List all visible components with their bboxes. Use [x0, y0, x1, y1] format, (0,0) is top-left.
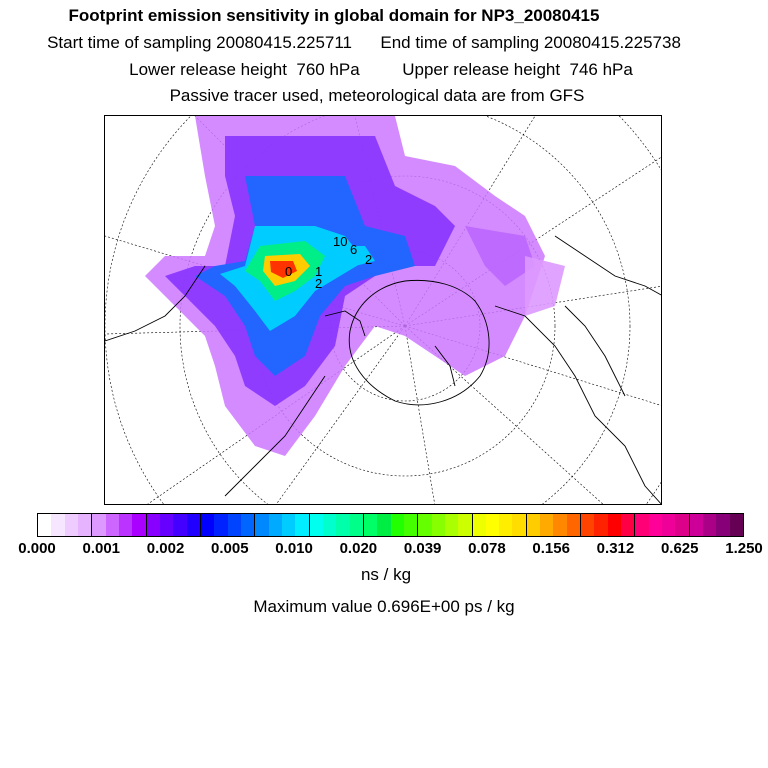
colorbar-cell	[445, 514, 458, 536]
colorbar-tick-label: 0.001	[82, 540, 121, 557]
colorbar-cell	[499, 514, 512, 536]
colorbar-cell	[486, 514, 499, 536]
colorbar-cell	[418, 514, 431, 536]
colorbar-cell	[458, 514, 472, 536]
colorbar-cell	[282, 514, 295, 536]
colorbar	[37, 513, 744, 537]
colorbar-cell	[690, 514, 703, 536]
tracer-note: Passive tracer used, meteorological data are from GFS	[169, 86, 585, 105]
traj-label-0: 0	[285, 264, 293, 279]
maximum-value: Maximum value 0.696E+00 ps / kg	[253, 597, 515, 616]
colorbar-tick-label: 0.625	[660, 540, 699, 557]
colorbar-cell	[527, 514, 540, 536]
sensitivity-plume	[145, 116, 565, 456]
colorbar-cell	[621, 514, 635, 536]
colorbar-cell	[92, 514, 105, 536]
colorbar-tick-label: 0.078	[468, 540, 506, 557]
colorbar-cell	[377, 514, 390, 536]
colorbar-cell	[295, 514, 309, 536]
colorbar-cell	[662, 514, 675, 536]
colorbar-tick-label: 0.020	[339, 540, 378, 557]
colorbar-cell	[608, 514, 621, 536]
footprint-map	[104, 115, 662, 505]
colorbar-cell	[241, 514, 255, 536]
colorbar-cell	[703, 514, 716, 536]
map-svg	[105, 116, 662, 505]
units-label: ns / kg	[360, 565, 412, 584]
colorbar-cell	[649, 514, 662, 536]
start-time: Start time of sampling 20080415.225711	[47, 33, 353, 52]
colorbar-cell	[581, 514, 594, 536]
colorbar-cell	[336, 514, 349, 536]
colorbar-tick-label: 0.005	[211, 540, 249, 557]
colorbar-cell	[594, 514, 607, 536]
colorbar-cell	[119, 514, 132, 536]
upper-release-height: Upper release height 746 hPa	[402, 60, 633, 79]
sampling-times	[0, 33, 748, 53]
colorbar-cell	[269, 514, 282, 536]
colorbar-cell	[553, 514, 566, 536]
colorbar-cell	[201, 514, 214, 536]
colorbar-cell	[132, 514, 146, 536]
colorbar-cell	[228, 514, 241, 536]
colorbar-tick-label: 0.010	[275, 540, 313, 557]
colorbar-cell	[173, 514, 186, 536]
traj-label-1: 1	[315, 264, 323, 279]
colorbar-cell	[716, 514, 729, 536]
colorbar-cell	[65, 514, 78, 536]
colorbar-cell	[106, 514, 119, 536]
colorbar-tick-label: 0.039	[403, 540, 442, 557]
colorbar-tick-label: 0.002	[146, 540, 185, 557]
colorbar-cell	[473, 514, 486, 536]
colorbar-tick-label: 1.250	[725, 540, 763, 557]
traj-label-6: 6	[350, 242, 358, 257]
colorbar-cell	[38, 514, 51, 536]
colorbar-cell	[187, 514, 201, 536]
colorbar-cell	[147, 514, 160, 536]
colorbar-cell	[51, 514, 64, 536]
traj-label-10: 10	[333, 234, 348, 249]
colorbar-cell	[512, 514, 526, 536]
colorbar-cell	[78, 514, 92, 536]
colorbar-cell	[255, 514, 268, 536]
colorbar-cell	[160, 514, 173, 536]
colorbar-cell	[364, 514, 377, 536]
lower-release-height: Lower release height 760 hPa	[129, 60, 360, 79]
traj-label-2b: 2	[315, 276, 323, 291]
colorbar-tick-labels	[0, 540, 768, 560]
release-heights	[0, 60, 765, 80]
colorbar-cell	[350, 514, 364, 536]
end-time: End time of sampling 20080415.225738	[380, 33, 681, 52]
colorbar-tick-label: 0.156	[532, 540, 570, 557]
colorbar-tick-label: 0.000	[18, 540, 56, 557]
colorbar-cell	[214, 514, 227, 536]
colorbar-cell	[323, 514, 336, 536]
colorbar-cell	[730, 514, 743, 536]
traj-label-2a: 2	[365, 252, 373, 267]
colorbar-tick-label: 0.312	[596, 540, 635, 557]
colorbar-cell	[404, 514, 418, 536]
plot-title: Footprint emission sensitivity in global domain for NP3_20080415	[68, 6, 600, 25]
colorbar-cell	[567, 514, 581, 536]
colorbar-cell	[635, 514, 648, 536]
colorbar-cell	[310, 514, 323, 536]
colorbar-cell	[540, 514, 553, 536]
colorbar-cell	[675, 514, 689, 536]
colorbar-cell	[432, 514, 445, 536]
colorbar-cell	[391, 514, 404, 536]
